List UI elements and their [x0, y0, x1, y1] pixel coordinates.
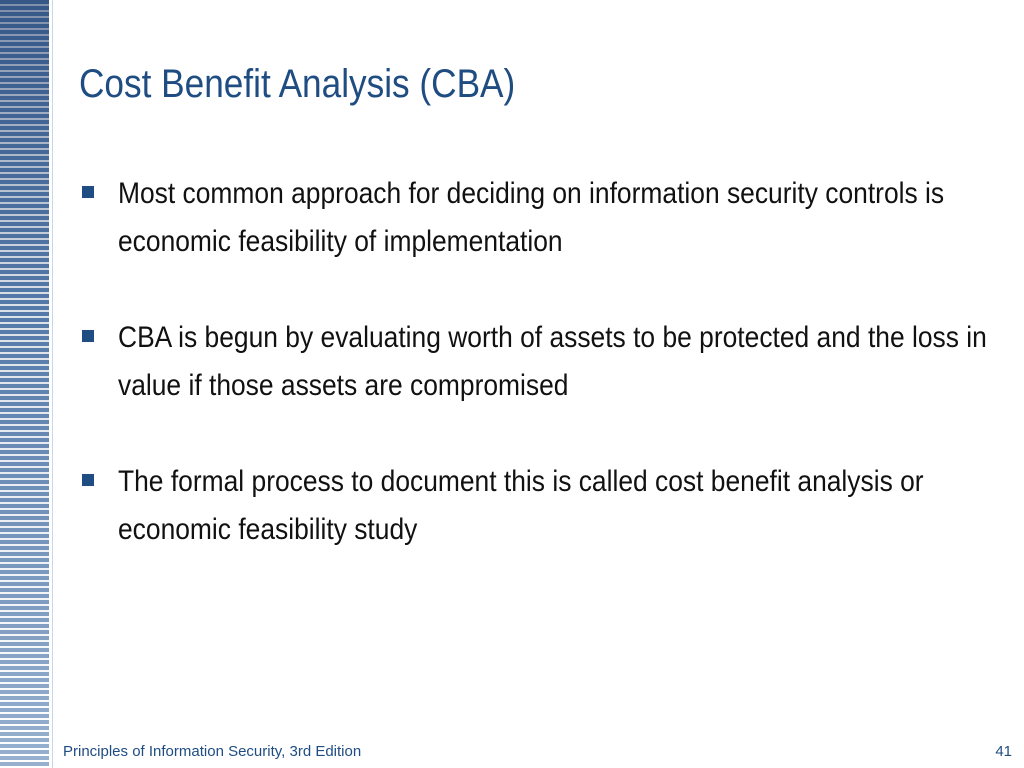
bullet-list: [82, 170, 987, 602]
slide-title: Cost Benefit Analysis (CBA): [79, 62, 516, 106]
bullet-text: Most common approach for deciding on information security controls is economic feasibility of implementation: [118, 177, 945, 258]
bullet-item-2: [82, 314, 987, 410]
bullet-text: CBA is begun by evaluating worth of assets to be protected and the loss in value if those assets are compromised: [118, 321, 987, 402]
square-bullet-icon: [82, 474, 94, 486]
square-bullet-icon: [82, 330, 94, 342]
bullet-item-3: [82, 458, 982, 554]
bullet-text: The formal process to document this is called cost benefit analysis or economic feasibility study: [118, 465, 924, 546]
slide-page-number: 41: [995, 743, 1012, 760]
square-bullet-icon: [82, 186, 94, 198]
sidebar-divider: [52, 0, 53, 768]
decorative-striped-sidebar: [0, 0, 49, 768]
bullet-item-1: [82, 170, 982, 266]
footer-book-title: Principles of Information Security, 3rd Edition: [63, 743, 362, 760]
